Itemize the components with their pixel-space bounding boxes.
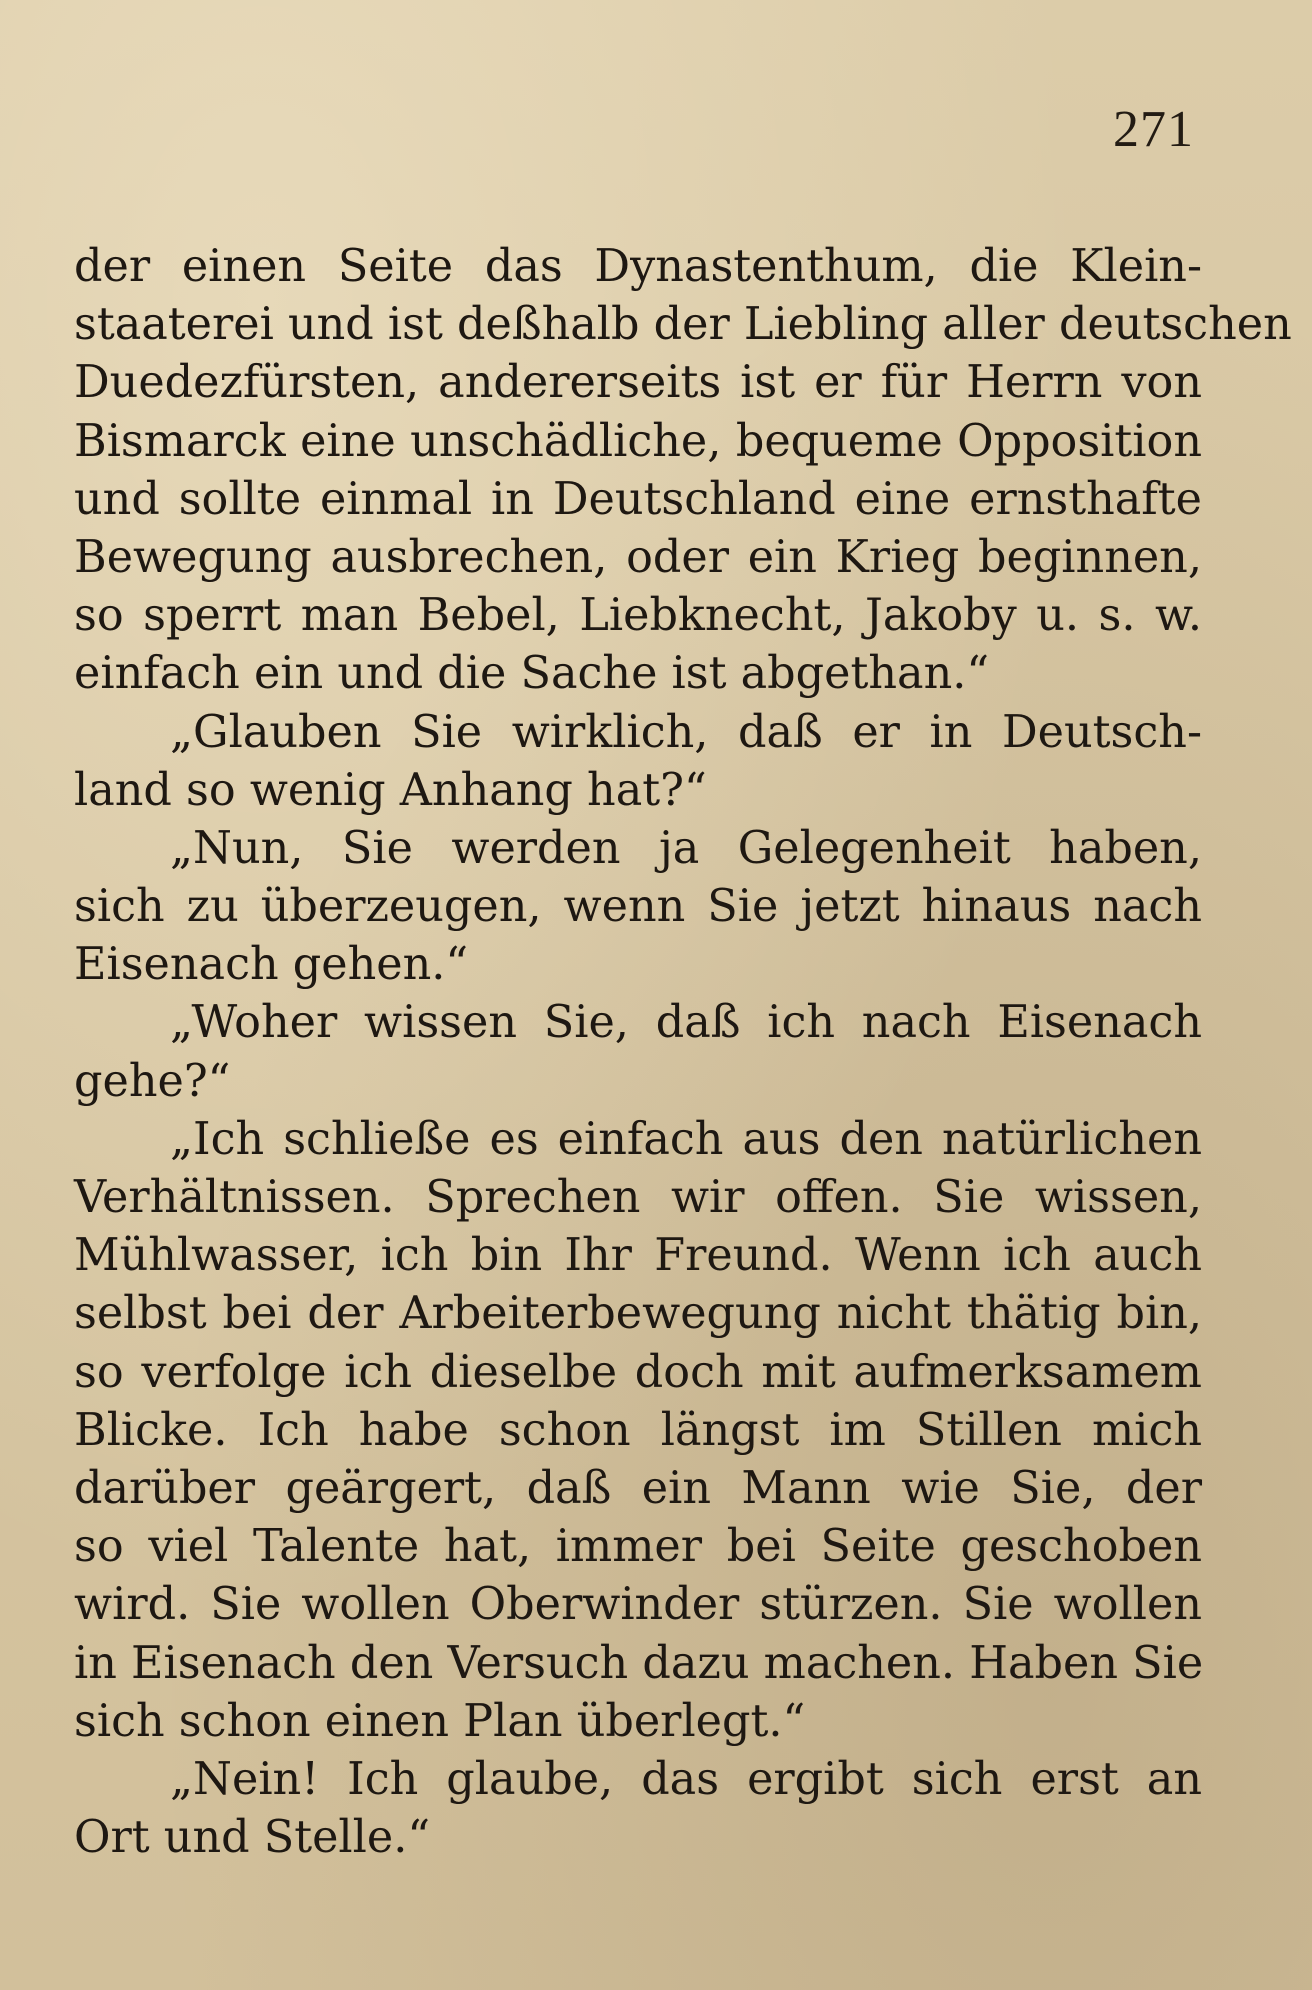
text-line: „Woher wissen Sie, daß ich nach Eisenach: [170, 997, 1202, 1049]
text-line: land so wenig Anhang hat?“: [74, 764, 707, 816]
text-line: „Nun, Sie werden ja Gelegenheit haben,: [170, 822, 1202, 874]
text-line: der einen Seite das Dynastenthum, die Klein-: [74, 241, 1202, 292]
text-line: gehe?“: [74, 1055, 231, 1107]
text-line: „Ich schließe es einfach aus den natürlichen: [170, 1113, 1202, 1165]
text-line: darüber geärgert, daß ein Mann wie Sie, der: [74, 1462, 1202, 1514]
text-line: einfach ein und die Sache ist abgethan.“: [74, 648, 990, 700]
text-line: so verfolge ich dieselbe doch mit aufmerksamem: [74, 1346, 1202, 1398]
text-line: Ort und Stelle.“: [74, 1812, 431, 1864]
text-line: sich zu überzeugen, wenn Sie jetzt hinaus nach: [74, 881, 1202, 933]
text-line: selbst bei der Arbeiterbewegung nicht thätig bin,: [74, 1288, 1202, 1340]
text-line: Blicke. Ich habe schon längst im Stillen mich: [74, 1404, 1202, 1456]
text-line: und sollte einmal in Deutschland eine ernsthafte: [74, 473, 1202, 525]
body-text: [74, 238, 1292, 1867]
text-line: „Nein! Ich glaube, das ergibt sich erst an: [170, 1753, 1202, 1805]
text-line: Bewegung ausbrechen, oder ein Krieg beginnen,: [74, 531, 1202, 583]
text-line: wird. Sie wollen Oberwinder stürzen. Sie wollen: [74, 1579, 1202, 1631]
text-line: Verhältnissen. Sprechen wir offen. Sie wissen,: [74, 1172, 1202, 1223]
text-line: sich schon einen Plan überlegt.“: [74, 1695, 806, 1747]
text-line: Mühlwasser, ich bin Ihr Freund. Wenn ich auch: [74, 1230, 1202, 1282]
text-line: Bismarck eine unschädliche, bequeme Opposition: [74, 415, 1202, 467]
text-line: staaterei und ist deßhalb der Liebling aller deutschen: [74, 299, 1292, 351]
text-line: Duedezfürsten, andererseits ist er für Herrn von: [74, 357, 1202, 409]
page-number: 271: [1113, 101, 1194, 158]
text-line: „Glauben Sie wirklich, daß er in Deutsch-: [170, 706, 1202, 758]
text-line: so sperrt man Bebel, Liebknecht, Jakoby u. s. w.: [74, 590, 1202, 642]
text-line: Eisenach gehen.“: [74, 939, 469, 991]
text-line: so viel Talente hat, immer bei Seite geschoben: [74, 1521, 1202, 1573]
text-line: in Eisenach den Versuch dazu machen. Haben Sie: [74, 1637, 1204, 1689]
